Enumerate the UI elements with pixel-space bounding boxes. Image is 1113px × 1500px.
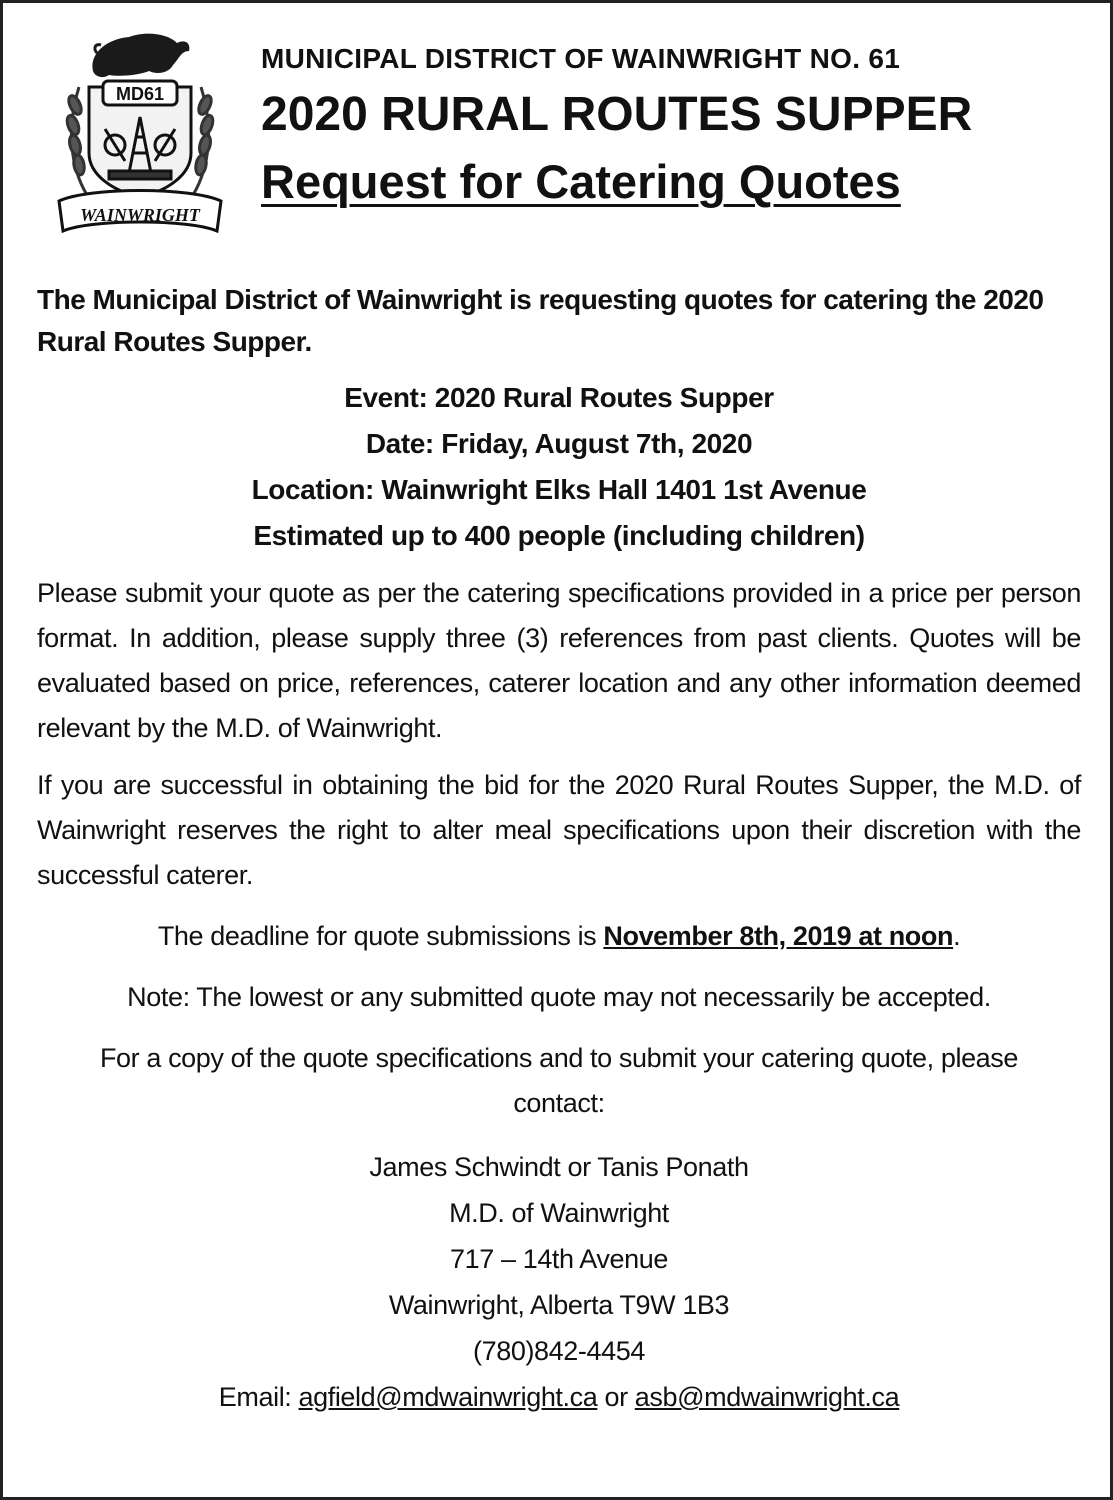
logo-banner-text: WAINWRIGHT	[80, 205, 200, 225]
ad-body	[37, 279, 1081, 1420]
bison-icon	[92, 34, 189, 77]
contact-names: James Schwindt or Tanis Ponath	[369, 1152, 749, 1182]
header	[261, 39, 1091, 211]
contact-email-line	[37, 1374, 1081, 1420]
intro-paragraph: The Municipal District of Wainwright is requesting quotes for catering the 2020 Rural Routes Supper.	[37, 284, 1044, 357]
deadline-date: November 8th, 2019 at noon	[603, 921, 954, 951]
contact-city: Wainwright, Alberta T9W 1B3	[388, 1290, 730, 1320]
event-details	[37, 375, 1081, 559]
note-line: Note: The lowest or any submitted quote may not necessarily be accepted.	[127, 982, 991, 1012]
email-link-asb[interactable]: asb@mdwainwright.ca	[634, 1382, 900, 1412]
contact-block	[37, 1144, 1081, 1420]
contact-intro: For a copy of the quote specifications and to submit your catering quote, please contact:	[99, 1043, 1019, 1118]
deadline-suffix: .	[953, 921, 961, 951]
contact-street: 717 – 14th Avenue	[450, 1244, 668, 1274]
event-line: Event: 2020 Rural Routes Supper	[344, 382, 774, 413]
email-separator: or	[597, 1382, 635, 1412]
subtitle: Request for Catering Quotes	[261, 155, 901, 208]
submit-paragraph: Please submit your quote as per the catering specifications provided in a price per person format. In addition, please supply three (3) references from past clients. Quotes will be evaluated based on price, references, caterer location and any other information deemed relevant by the M.D. of Wainwright.	[37, 578, 1081, 743]
contact-organization: M.D. of Wainwright	[449, 1198, 669, 1228]
attendance-line: Estimated up to 400 people (including children)	[253, 520, 865, 551]
date-line: Date: Friday, August 7th, 2020	[365, 428, 753, 459]
email-label: Email:	[218, 1382, 299, 1412]
district-name: MUNICIPAL DISTRICT OF WAINWRIGHT NO. 61	[261, 43, 901, 74]
wheat-left-icon	[65, 87, 87, 195]
bid-paragraph: If you are successful in obtaining the bid for the 2020 Rural Routes Supper, the M.D. of Wainwright reserves the right to alter meal specifications upon their discretion with the successful caterer.	[37, 770, 1081, 890]
deadline-prefix: The deadline for quote submissions is	[157, 921, 604, 951]
deadline-line	[37, 914, 1081, 959]
event-title: 2020 RURAL ROUTES SUPPER	[261, 88, 973, 141]
md61-crest-icon	[49, 25, 231, 235]
wheat-right-icon	[193, 87, 215, 195]
email-link-agfield[interactable]: agfield@mdwainwright.ca	[298, 1382, 598, 1412]
contact-phone: (780)842-4454	[473, 1336, 645, 1366]
logo-badge-text: MD61	[115, 84, 165, 104]
location-line: Location: Wainwright Elks Hall 1401 1st Avenue	[251, 474, 867, 505]
